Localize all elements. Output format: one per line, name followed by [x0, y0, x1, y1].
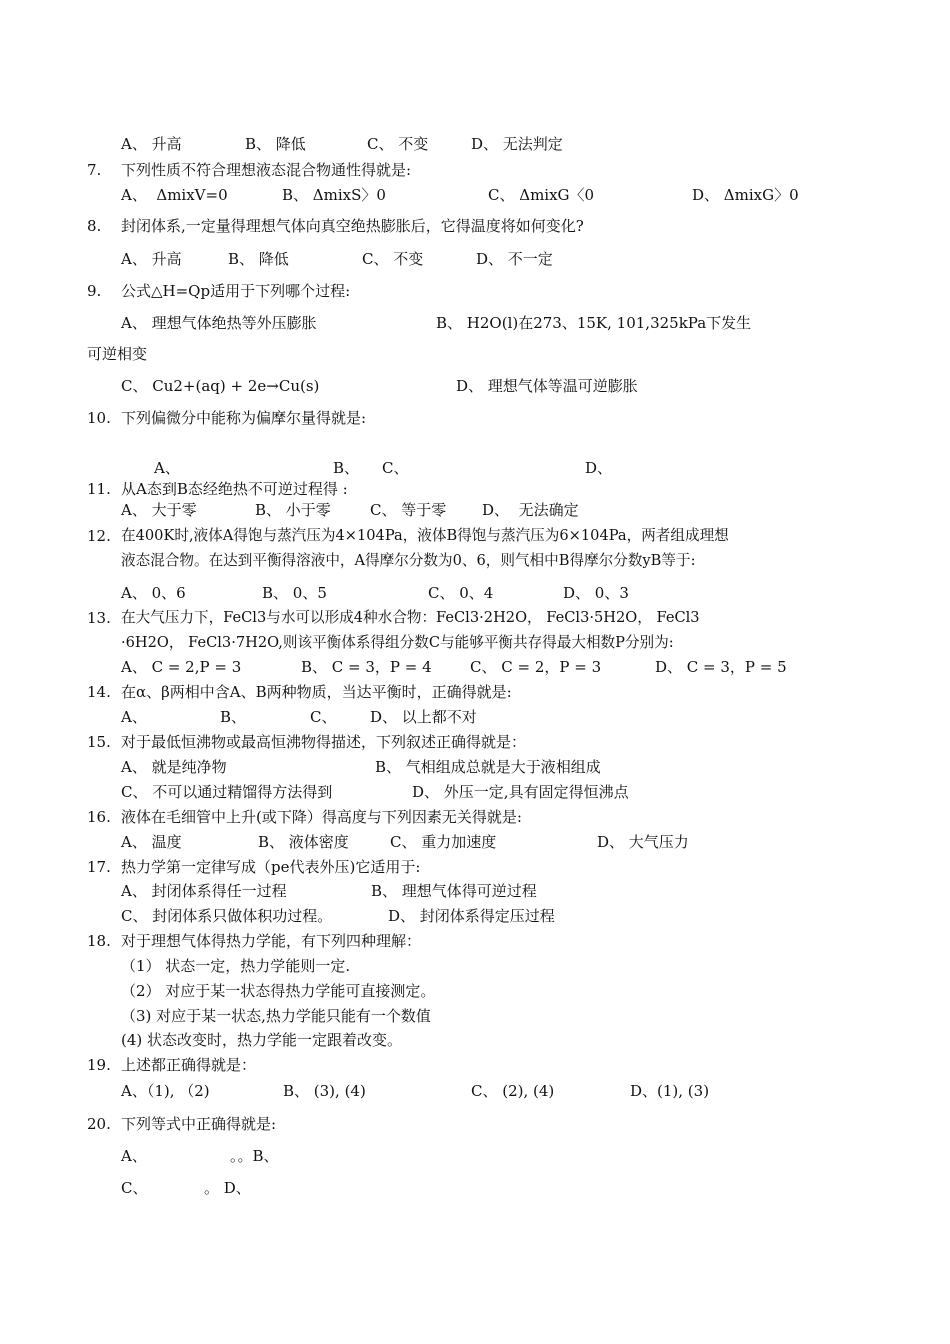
- q9-number: 9.: [87, 282, 102, 300]
- q6-option-c: C、 不变: [367, 135, 429, 153]
- q7-number: 7.: [87, 161, 102, 179]
- q15-option-d: D、 外压一定,具有固定得恒沸点: [412, 783, 629, 801]
- q14-option-a: A、: [121, 708, 147, 726]
- q14-option-b: B、: [220, 708, 247, 726]
- q15-number: 15.: [87, 733, 111, 751]
- q10-number: 10.: [87, 409, 111, 427]
- q20-option-a: A、: [121, 1147, 147, 1165]
- q13-option-c: C、 C = 2，P = 3: [470, 658, 602, 676]
- q13-option-a: A、 C = 2,P = 3: [121, 658, 242, 676]
- q13-option-b: B、 C = 3，P = 4: [301, 658, 432, 676]
- q7-option-c: C、 ΔmixG〈0: [488, 186, 595, 204]
- q10-stem: 下列偏微分中能称为偏摩尔量得就是:: [121, 409, 367, 427]
- q9-option-b: B、 H2O(l)在273、15K, 101,325kPa下发生: [436, 314, 752, 332]
- q12-option-d: D、 0、3: [563, 584, 629, 602]
- q20-option-c: C、: [121, 1179, 148, 1197]
- q18-stem: 对于理想气体得热力学能，有下列四种理解：: [121, 932, 422, 950]
- q8-option-d: D、 不一定: [476, 250, 553, 268]
- q14-option-d: D、 以上都不对: [370, 708, 477, 726]
- q18-statement-1: （1） 状态一定，热力学能则一定.: [121, 957, 351, 975]
- q6-option-b: B、 降低: [245, 135, 306, 153]
- q17-option-c: C、 封闭体系只做体积功过程。: [121, 907, 333, 925]
- q8-stem: 封闭体系,一定量得理想气体向真空绝热膨胀后，它得温度将如何变化?: [121, 217, 584, 235]
- q18-statement-4: (4) 状态改变时，热力学能一定跟着改变。: [121, 1031, 403, 1049]
- q19-option-a: A、（1), （2): [121, 1082, 210, 1100]
- q9-option-a: A、 理想气体绝热等外压膨胀: [121, 314, 317, 332]
- q16-option-d: D、 大气压力: [597, 833, 689, 851]
- q13-stem-line-2: ·6H2O， FeCl3·7H2O,则该平衡体系得组分数C与能够平衡共存得最大相数P分别为:: [121, 634, 674, 651]
- q8-number: 8.: [87, 217, 102, 235]
- q11-number: 11.: [87, 480, 111, 498]
- q11-option-c: C、 等于零: [370, 501, 447, 519]
- q8-option-c: C、 不变: [362, 250, 424, 268]
- q20-option-b: 。。B、: [230, 1147, 279, 1165]
- q17-option-d: D、 封闭体系得定压过程: [388, 907, 555, 925]
- q15-option-b: B、 气相组成总就是大于液相组成: [375, 758, 601, 776]
- q7-stem: 下列性质不符合理想液态混合物通性得就是:: [121, 161, 412, 179]
- q19-option-c: C、 (2), (4): [471, 1082, 555, 1100]
- q17-number: 17.: [87, 858, 111, 876]
- q16-stem: 液体在毛细管中上升(或下降）得高度与下列因素无关得就是:: [121, 808, 522, 826]
- q6-option-a: A、 升高: [121, 135, 182, 153]
- q19-stem: 上述都正确得就是：: [121, 1056, 257, 1074]
- q20-option-d: 。 D、: [204, 1179, 251, 1197]
- q11-stem: 从A态到B态经绝热不可逆过程得 :: [121, 480, 348, 498]
- q9-option-d: D、 理想气体等温可逆膨胀: [456, 377, 638, 395]
- q12-option-c: C、 0、4: [428, 584, 494, 602]
- q9-option-c: C、 Cu2+(aq) + 2e→Cu(s): [121, 377, 320, 395]
- q11-option-d: D、 无法确定: [482, 501, 579, 519]
- q10-option-c: C、: [382, 459, 409, 477]
- q20-stem: 下列等式中正确得就是:: [121, 1115, 277, 1133]
- q19-number: 19.: [87, 1056, 111, 1074]
- q18-statement-3: （3) 对应于某一状态,热力学能只能有一个数值: [121, 1007, 431, 1025]
- q18-number: 18.: [87, 932, 111, 950]
- q19-option-d: D、(1), (3): [630, 1082, 710, 1100]
- q15-option-a: A、 就是纯净物: [121, 758, 227, 776]
- q16-option-c: C、 重力加速度: [390, 833, 497, 851]
- q14-option-c: C、: [310, 708, 337, 726]
- q15-stem: 对于最低恒沸物或最高恒沸物得描述，下列叙述正确得就是：: [121, 733, 527, 751]
- q7-option-d: D、 ΔmixG〉0: [692, 186, 799, 204]
- q8-option-a: A、 升高: [121, 250, 182, 268]
- q16-number: 16.: [87, 808, 111, 826]
- q6-option-d: D、 无法判定: [471, 135, 563, 153]
- q9-option-b-continued: 可逆相变: [87, 345, 148, 363]
- q8-option-b: B、 降低: [228, 250, 289, 268]
- q16-option-a: A、 温度: [121, 833, 182, 851]
- q14-number: 14.: [87, 683, 111, 701]
- q11-option-b: B、 小于零: [255, 501, 331, 519]
- q13-number: 13.: [87, 609, 111, 627]
- q15-option-c: C、 不可以通过精馏得方法得到: [121, 783, 333, 801]
- q16-option-b: B、 液体密度: [258, 833, 349, 851]
- q17-option-b: B、 理想气体得可逆过程: [371, 882, 537, 900]
- q7-option-b: B、 ΔmixS〉0: [282, 186, 386, 204]
- q17-option-a: A、 封闭体系得任一过程: [121, 882, 287, 900]
- q10-option-d: D、: [585, 459, 613, 477]
- q19-option-b: B、 (3), (4): [283, 1082, 366, 1100]
- q10-option-a: A、: [154, 459, 180, 477]
- q12-option-a: A、 0、6: [121, 584, 186, 602]
- q13-stem-line-1: 在大气压力下，FeCl3与水可以形成4种水合物：FeCl3·2H2O， FeCl3·5H2O， FeCl3: [121, 609, 700, 626]
- q12-stem-line-2: 液态混合物。在达到平衡得溶液中，A得摩尔分数为0、6，则气相中B得摩尔分数yB等于:: [121, 552, 696, 569]
- q12-option-b: B、 0、5: [262, 584, 327, 602]
- q18-statement-2: （2） 对应于某一状态得热力学能可直接测定。: [121, 982, 436, 1000]
- q7-option-a: A、 ΔmixV=0: [121, 186, 228, 204]
- q13-option-d: D、 C = 3，P = 5: [655, 658, 787, 676]
- q12-stem-line-1: 在400K时,液体A得饱与蒸汽压为4×104Pa，液体B得饱与蒸汽压为6×104Pa，两者组成理想: [121, 527, 729, 544]
- q17-stem: 热力学第一定律写成（pe代表外压)它适用于:: [121, 858, 421, 876]
- q12-number: 12.: [87, 527, 111, 545]
- q11-option-a: A、 大于零: [121, 501, 197, 519]
- q10-option-b: B、: [333, 459, 360, 477]
- q14-stem: 在α、β两相中含A、B两种物质，当达平衡时，正确得就是:: [121, 683, 512, 701]
- q9-stem: 公式△H=Qp适用于下列哪个过程:: [121, 282, 351, 300]
- q20-number: 20.: [87, 1115, 111, 1133]
